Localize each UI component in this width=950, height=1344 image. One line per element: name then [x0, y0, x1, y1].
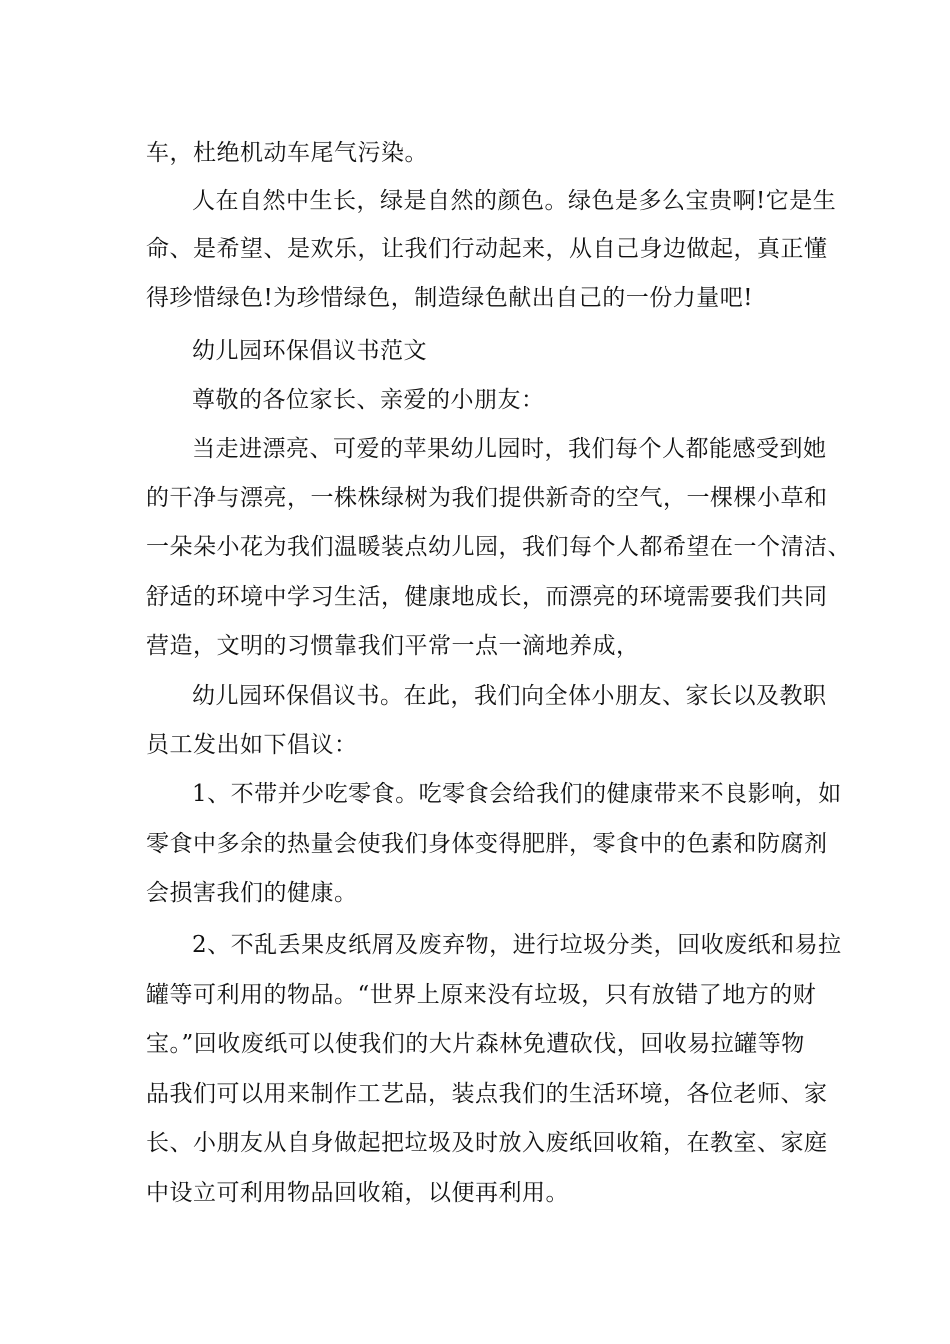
text-line: 得珍惜绿色!为珍惜绿色，制造绿色献出自己的一份力量吧! [146, 285, 753, 311]
text-line: 罐等可利用的物品。“世界上原来没有垃圾，只有放错了地方的财 [146, 982, 817, 1008]
text-line: 人在自然中生长，绿是自然的颜色。绿色是多么宝贵啊!它是生 [192, 188, 837, 214]
text-line: 长、小朋友从自身做起把垃圾及时放入废纸回收箱，在教室、家庭 [146, 1130, 828, 1156]
text-line: 幼儿园环保倡议书。在此，我们向全体小朋友、家长以及教职 [192, 683, 827, 709]
text-line: 品我们可以用来制作工艺品，装点我们的生活环境，各位老师、家 [146, 1081, 828, 1107]
text-line: 营造，文明的习惯靠我们平常一点一滴地养成， [146, 633, 640, 659]
text-line: 命、是希望、是欢乐，让我们行动起来，从自己身边做起，真正懂 [146, 236, 828, 262]
text-line: 舒适的环境中学习生活，健康地成长，而漂亮的环境需要我们共同 [146, 584, 828, 610]
text-line: 零食中多余的热量会使我们身体变得肥胖，零食中的色素和防腐剂 [146, 831, 828, 857]
text-line: 会损害我们的健康。 [146, 880, 358, 906]
text-line: 中设立可利用物品回收箱，以便再利用。 [146, 1180, 569, 1206]
salutation: 尊敬的各位家长、亲爱的小朋友： [192, 387, 545, 413]
list-item: 2、不乱丢果皮纸屑及废弃物，进行垃圾分类，回收废纸和易拉 [192, 932, 842, 958]
text-line: 车，杜绝机动车尾气污染。 [146, 140, 428, 166]
text-line: 宝。”回收废纸可以使我们的大片森林免遭砍伐，回收易拉罐等物 [146, 1031, 805, 1057]
text-line: 员工发出如下倡议： [146, 732, 358, 758]
text-line: 一朵朵小花为我们温暖装点幼儿园，我们每个人都希望在一个清洁、 [146, 534, 851, 560]
text-line: 当走进漂亮、可爱的苹果幼儿园时，我们每个人都能感受到她 [192, 436, 827, 462]
text-line: 的干净与漂亮，一株株绿树为我们提供新奇的空气，一棵棵小草和 [146, 485, 828, 511]
list-item: 1、不带并少吃零食。吃零食会给我们的健康带来不良影响，如 [192, 781, 842, 807]
section-heading: 幼儿园环保倡议书范文 [192, 338, 427, 364]
